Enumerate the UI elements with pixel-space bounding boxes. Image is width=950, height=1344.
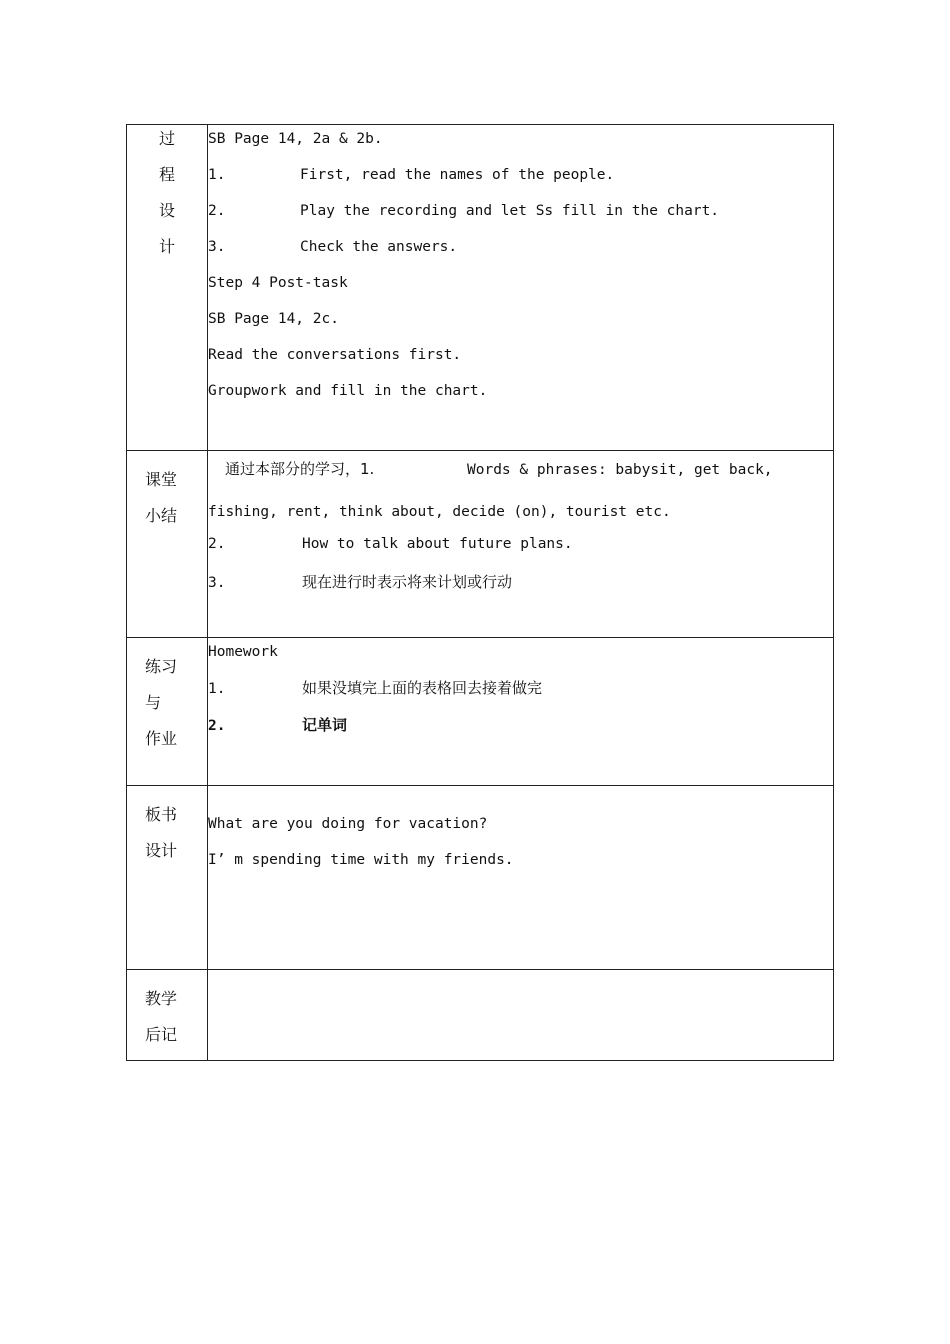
content-cell <box>208 125 834 451</box>
row-label: 板书 设计 <box>145 805 178 860</box>
text-line: SB Page 14, 2a & 2b. <box>208 131 383 147</box>
text-line: Step 4 Post-task <box>208 275 348 291</box>
label-cell <box>127 451 208 638</box>
table-row-board-design <box>127 786 834 970</box>
list-item: 2. Play the recording and let Ss fill in the chart. <box>208 203 720 219</box>
list-item: 2. 记单词 <box>208 716 348 734</box>
content-cell-empty <box>208 970 834 1061</box>
text-line: I’ m spending time with my friends. <box>208 852 514 868</box>
list-item: 3. Check the answers. <box>208 239 458 255</box>
row-label: 过 程 设 计 <box>158 129 175 256</box>
list-item: 3. 现在进行时表示将来计划或行动 <box>208 573 513 591</box>
list-item: 1. First, read the names of the people. <box>208 167 615 183</box>
label-cell <box>127 786 208 970</box>
text-line: Groupwork and fill in the chart. <box>208 383 488 399</box>
label-cell <box>127 638 208 786</box>
table-row-homework <box>127 638 834 786</box>
table-row-summary <box>127 451 834 638</box>
table-row-teaching-notes <box>127 970 834 1061</box>
row-label: 练习 与 作业 <box>145 657 178 748</box>
text-line: What are you doing for vacation? <box>208 816 488 832</box>
list-item: 1. 如果没填完上面的表格回去接着做完 <box>208 679 543 697</box>
content-cell <box>208 451 834 638</box>
row-label: 教学 后记 <box>145 989 178 1044</box>
table-row-process-design <box>127 125 834 451</box>
lesson-plan-table <box>126 124 834 1061</box>
label-cell <box>127 970 208 1061</box>
list-item: 2. How to talk about future plans. <box>208 536 573 552</box>
text-line: SB Page 14, 2c. <box>208 311 339 327</box>
row-label: 课堂 小结 <box>145 470 178 525</box>
list-item: 通过本部分的学习，1. Words & phrases: babysit, get back, <box>225 460 773 478</box>
content-cell <box>208 786 834 970</box>
text-line: fishing, rent, think about, decide (on), tourist etc. <box>208 504 671 520</box>
text-line: Read the conversations first. <box>208 347 462 363</box>
label-cell <box>127 125 208 451</box>
section-title: Homework <box>208 644 278 660</box>
content-cell <box>208 638 834 786</box>
